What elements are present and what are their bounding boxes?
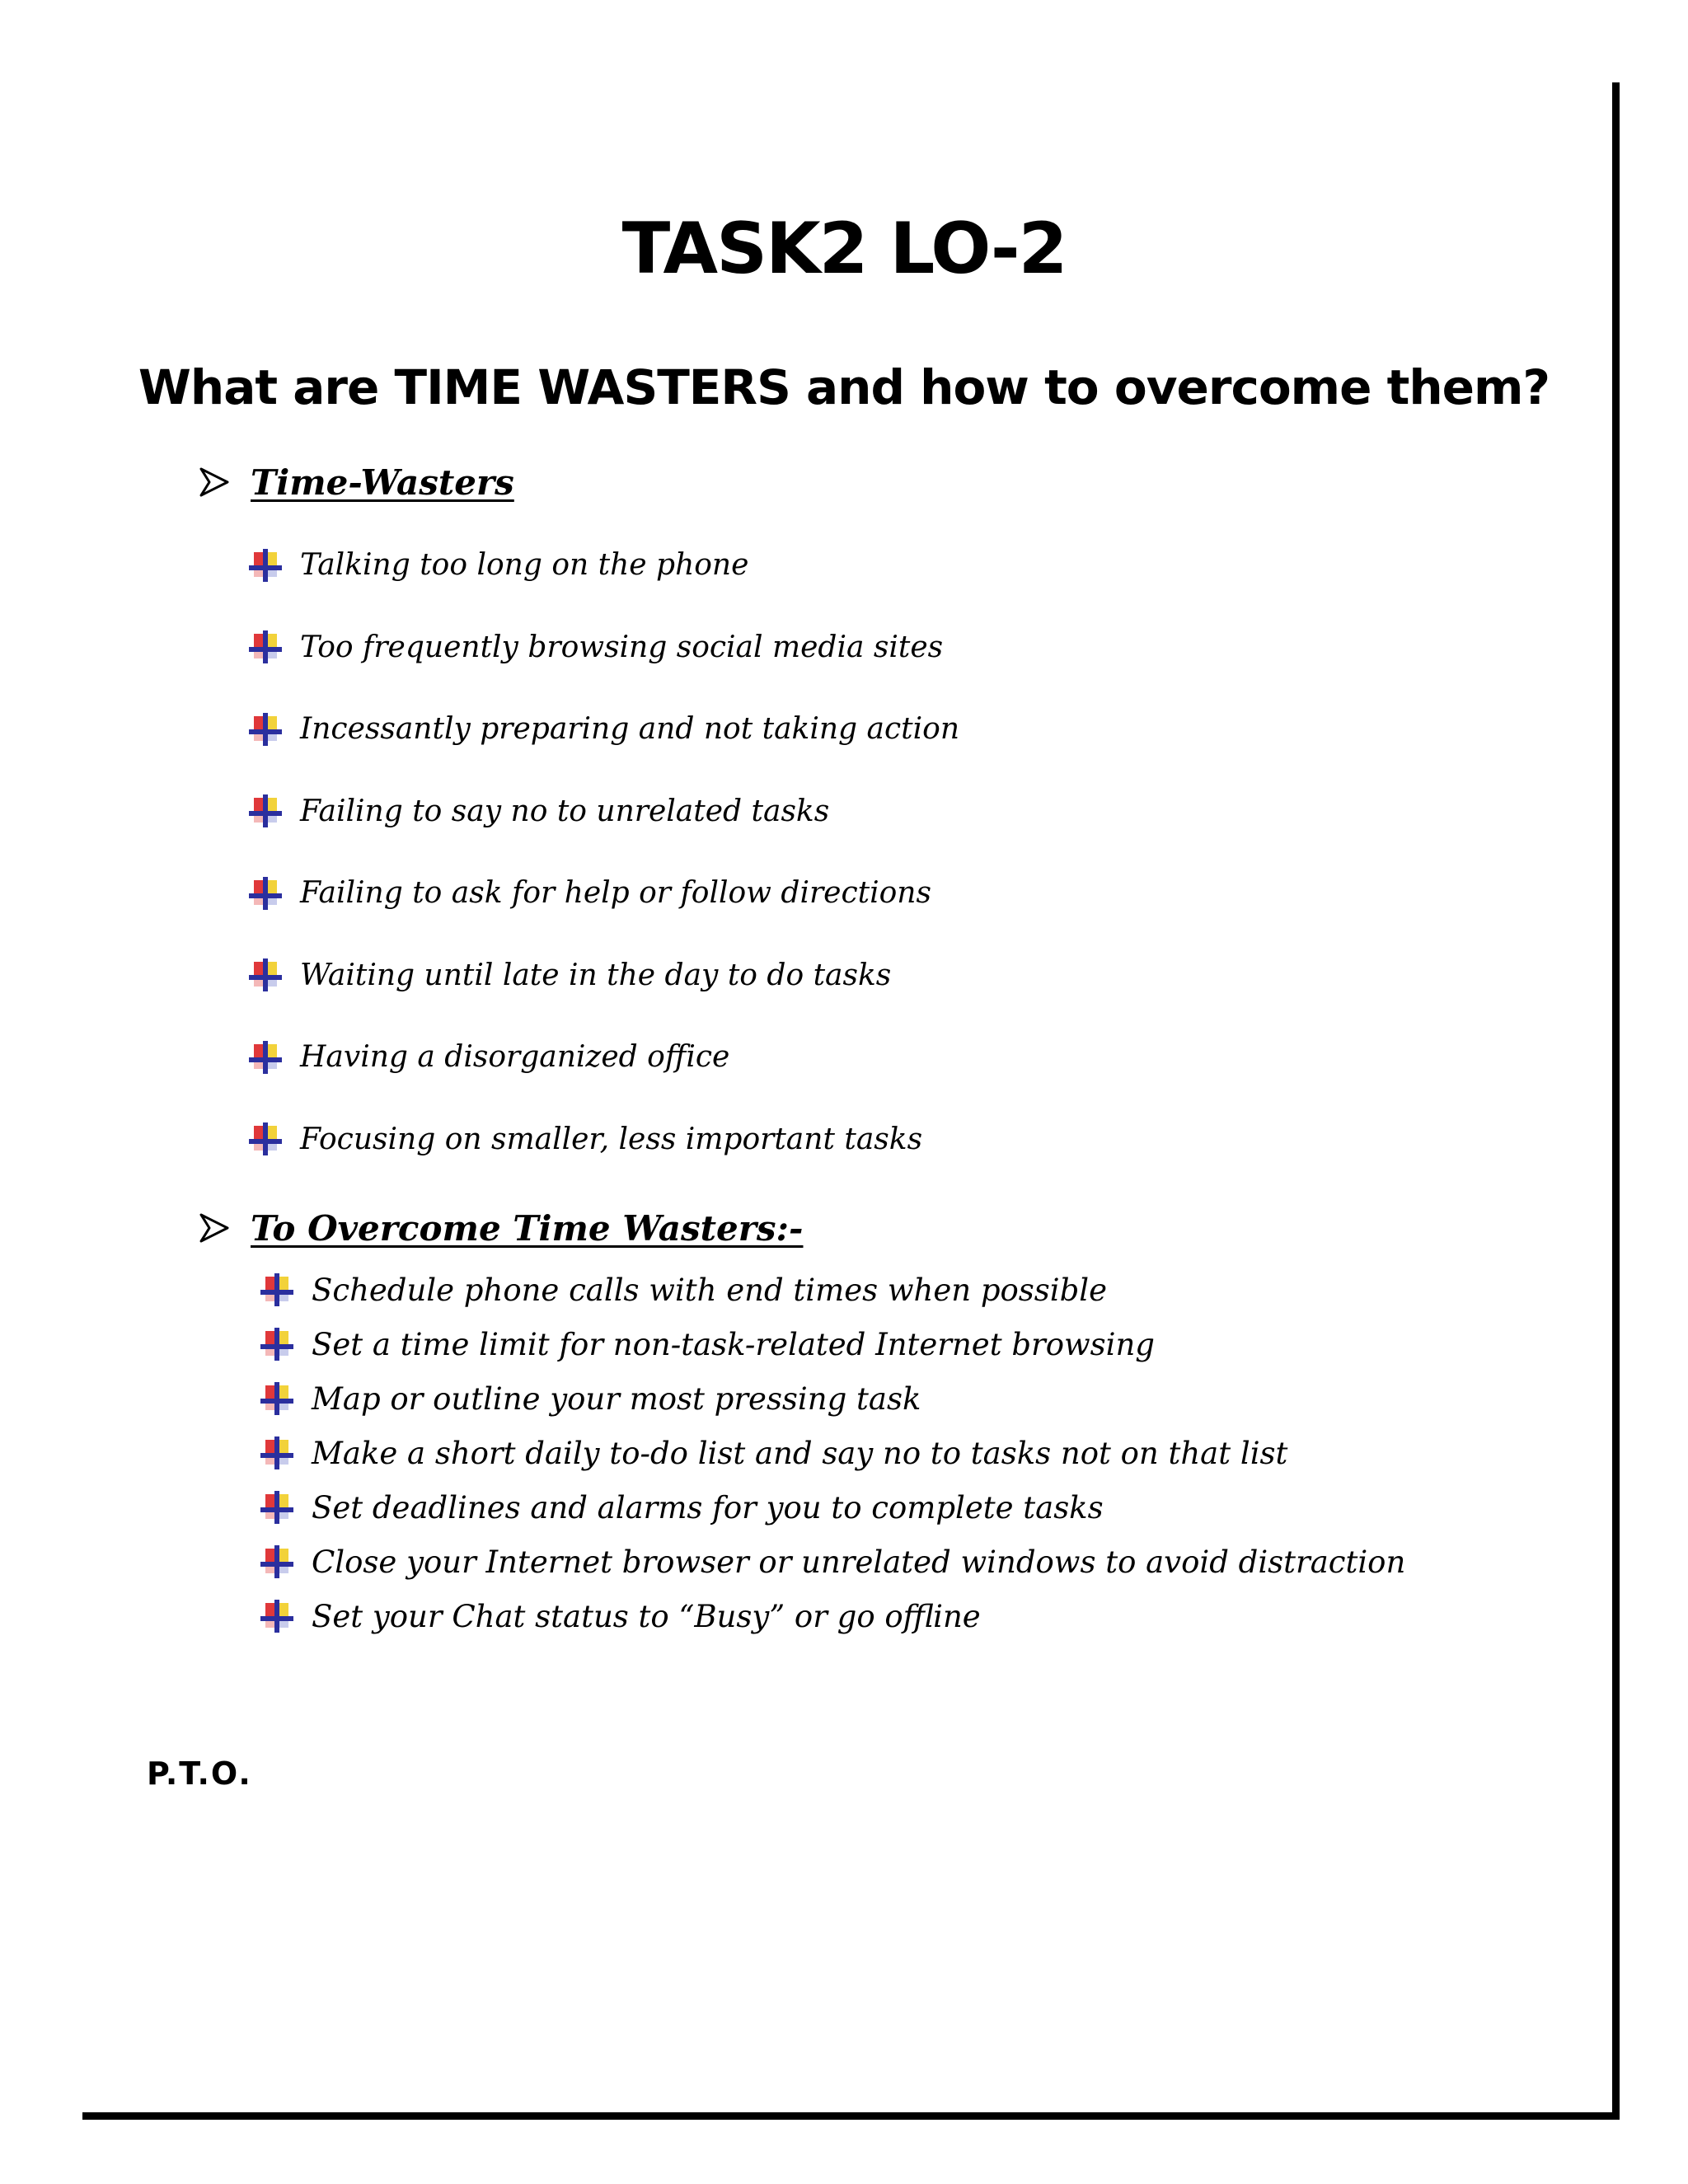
cross-bullet-icon [247,547,284,583]
list-item [247,852,959,935]
cross-bullet-icon [247,711,284,748]
list-item [247,524,959,607]
list-item [259,1426,1405,1480]
arrow-bullet-icon [198,1212,231,1244]
list-item [259,1371,1405,1426]
page-border-bottom [82,2112,1620,2120]
section-heading-label: Time-Wasters [251,462,514,503]
list-item [259,1589,1405,1643]
document-question: What are TIME WASTERS and how to overcome them? [138,359,1550,415]
section-heading-overcome [198,1199,803,1257]
list-item-text: Close your Internet browser or unrelated windows to avoid distraction [312,1544,1406,1580]
list-item [247,607,959,689]
cross-bullet-icon [259,1489,295,1526]
cross-bullet-icon [259,1272,295,1308]
cross-bullet-icon [247,629,284,665]
list-item-text: Having a disorganized office [300,1040,730,1075]
cross-bullet-icon [259,1380,295,1417]
list-item-text: Incessantly preparing and not taking action [300,712,959,747]
list-item [247,771,959,853]
time-wasters-list [247,524,959,1180]
cross-bullet-icon [259,1435,295,1471]
list-item-text: Failing to say no to unrelated tasks [300,794,830,828]
list-item-text: Set your Chat status to “Busy” or go offline [312,1598,981,1634]
cross-bullet-icon [247,957,284,993]
cross-bullet-icon [247,1121,284,1157]
cross-bullet-icon [247,1039,284,1076]
cross-bullet-icon [259,1326,295,1362]
list-item-text: Map or outline your most pressing task [312,1380,921,1417]
section-heading-time-wasters [198,453,514,511]
list-item-text: Too frequently browsing social media sites [300,630,944,664]
overcome-list [259,1263,1405,1643]
list-item [259,1263,1405,1317]
cross-bullet-icon [259,1544,295,1580]
list-item [247,688,959,771]
section-heading-label: To Overcome Time Wasters:- [251,1207,804,1249]
list-item-text: Set a time limit for non-task-related Internet browsing [312,1326,1155,1362]
list-item-text: Make a short daily to-do list and say no to tasks not on that list [312,1435,1288,1471]
document-title: TASK2 LO-2 [621,208,1067,290]
list-item-text: Talking too long on the phone [300,548,749,583]
cross-bullet-icon [259,1598,295,1634]
list-item-text: Waiting until late in the day to do tasks [300,958,892,992]
list-item [247,1016,959,1099]
list-item-text: Schedule phone calls with end times when possible [312,1272,1108,1308]
list-item [247,935,959,1017]
pto-note: P.T.O. [147,1755,252,1792]
cross-bullet-icon [247,875,284,912]
cross-bullet-icon [247,793,284,829]
list-item-text: Focusing on smaller, less important tasks [300,1122,923,1156]
list-item [247,1099,959,1181]
list-item-text: Set deadlines and alarms for you to complete tasks [312,1489,1104,1526]
arrow-bullet-icon [198,466,231,499]
list-item [259,1535,1405,1589]
list-item-text: Failing to ask for help or follow directions [300,876,931,911]
list-item [259,1317,1405,1371]
list-item [259,1480,1405,1535]
